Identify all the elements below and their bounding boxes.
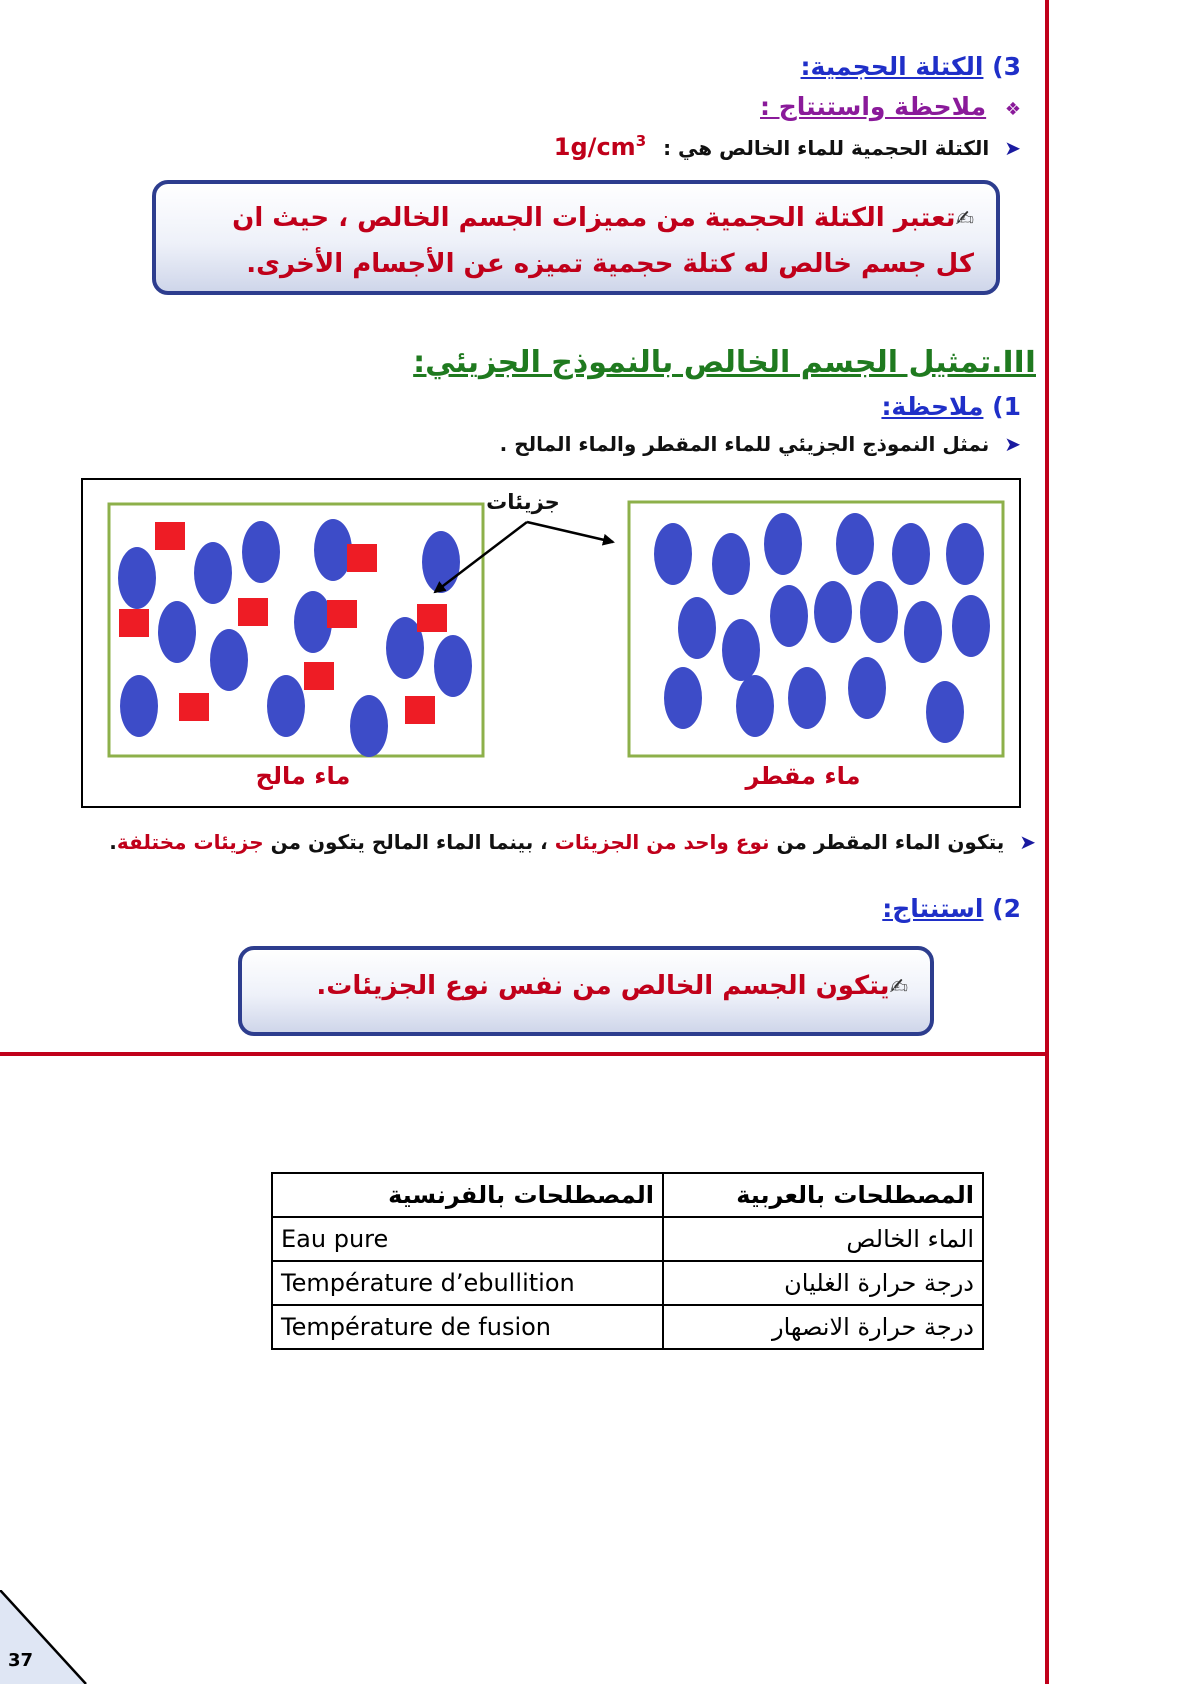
section-III-title: III.تمثيل الجسم الخالص بالنموذج الجزيئي:	[413, 345, 1036, 380]
arrowhead-bullet-icon: ➤	[1004, 136, 1021, 160]
page-number: 37	[8, 1650, 34, 1671]
distilled-water-label: ماء مقطر	[745, 762, 861, 790]
writing-hand-icon: ✍	[889, 975, 908, 1000]
arrowhead-bullet-icon: ➤	[1004, 432, 1021, 456]
conclusion-callout	[238, 946, 934, 1036]
molecule	[158, 601, 196, 663]
header-arabic-terms: المصطلحات بالعربية	[663, 1173, 983, 1217]
molecule	[848, 657, 886, 719]
conclusion-heading	[321, 894, 1021, 923]
composition-paragraph: ➤ يتكون الماء المقطر من نوع واحد من الجزيئات ، بينما الماء المالح يتكون من جزيئات مختلفة.	[109, 830, 1036, 854]
observation-title: ملاحظة:	[881, 392, 984, 421]
observation-conclusion-heading	[321, 92, 1021, 121]
table-header-row	[272, 1173, 983, 1217]
molecule	[294, 591, 332, 653]
salt-particle	[179, 693, 209, 721]
conclusion-number: 2)	[992, 894, 1021, 923]
observation-number: 1)	[992, 392, 1021, 421]
section-3-number: 3)	[992, 52, 1021, 81]
molecule	[836, 513, 874, 575]
table-row	[272, 1305, 983, 1349]
density-callout-line-2: كل جسم خالص له كتلة حجمية تميزه عن الأجسام الأخرى.	[246, 249, 974, 279]
density-callout-line-1: ✍تعتبر الكتلة الحجمية من مميزات الجسم الخالص ، حيث ان	[232, 203, 974, 233]
molecule	[120, 675, 158, 737]
molecule	[664, 667, 702, 729]
molecule	[350, 695, 388, 757]
molecule	[788, 667, 826, 729]
molecular-model-diagram	[81, 478, 1021, 808]
molecule	[952, 595, 990, 657]
table-row	[272, 1261, 983, 1305]
molecule	[194, 542, 232, 604]
conclusion-title: استنتاج:	[882, 894, 984, 923]
molecule	[267, 675, 305, 737]
salt-particle	[238, 598, 268, 626]
molecule	[434, 635, 472, 697]
molecule	[736, 675, 774, 737]
section-III-heading	[136, 345, 1036, 380]
molecule	[422, 531, 460, 593]
salt-particle	[417, 604, 447, 632]
molecule	[926, 681, 964, 743]
model-line-text: نمثل النموذج الجزيئي للماء المقطر والماء المالح .	[499, 432, 990, 456]
conclusion-callout-text: ✍يتكون الجسم الخالص من نفس نوع الجزيئات.	[316, 971, 908, 1001]
french-term: Température d’ebullition	[272, 1261, 663, 1305]
salt-particle	[155, 522, 185, 550]
molecule	[678, 597, 716, 659]
molecule	[892, 523, 930, 585]
molecule	[904, 601, 942, 663]
arabic-term: الماء الخالص	[663, 1217, 983, 1261]
french-term: Température de fusion	[272, 1305, 663, 1349]
french-term: Eau pure	[272, 1217, 663, 1261]
density-value: $1g/cm^3$	[553, 132, 647, 161]
section-3-heading	[321, 52, 1021, 81]
molecule	[860, 581, 898, 643]
right-margin-line	[1045, 0, 1049, 1684]
section-3-title: الكتلة الحجمية:	[800, 52, 984, 81]
salt-particle	[327, 600, 357, 628]
molecule	[242, 521, 280, 583]
density-callout	[152, 180, 1000, 295]
molecule	[770, 585, 808, 647]
density-line	[301, 132, 1021, 161]
molecule	[314, 519, 352, 581]
salt-particle	[405, 696, 435, 724]
observation-conclusion-title: ملاحظة واستنتاج :	[760, 92, 987, 121]
molecule	[210, 629, 248, 691]
one-type-of-molecules: نوع واحد من الجزيئات	[554, 830, 770, 854]
model-line	[301, 432, 1021, 456]
header-french-terms: المصطلحات بالفرنسية	[272, 1173, 663, 1217]
molecule	[722, 619, 760, 681]
molecule	[946, 523, 984, 585]
molecule	[814, 581, 852, 643]
salt-particle	[304, 662, 334, 690]
salt-water-label: ماء مالح	[255, 762, 351, 790]
molecule	[654, 523, 692, 585]
molecule	[712, 533, 750, 595]
arabic-term: درجة حرارة الانصهار	[663, 1305, 983, 1349]
observation-heading	[321, 392, 1021, 421]
table-row	[272, 1217, 983, 1261]
section-divider-line	[0, 1052, 1047, 1056]
salt-particle	[347, 544, 377, 572]
density-callout-text	[156, 184, 996, 286]
molecules-label: جزيئات	[486, 490, 560, 514]
arabic-term: درجة حرارة الغليان	[663, 1261, 983, 1305]
diamond-bullet-icon: ❖	[1004, 99, 1021, 120]
density-line-text: الكتلة الحجمية للماء الخالص هي :	[663, 136, 990, 160]
molecule	[764, 513, 802, 575]
writing-hand-icon: ✍	[955, 207, 974, 232]
arrowhead-bullet-icon: ➤	[1019, 830, 1036, 854]
arrow-to-distilled-molecule	[527, 522, 613, 542]
molecule	[118, 547, 156, 609]
terms-table	[271, 1172, 984, 1350]
molecular-model-svg	[83, 480, 1019, 806]
salt-particle	[119, 609, 149, 637]
